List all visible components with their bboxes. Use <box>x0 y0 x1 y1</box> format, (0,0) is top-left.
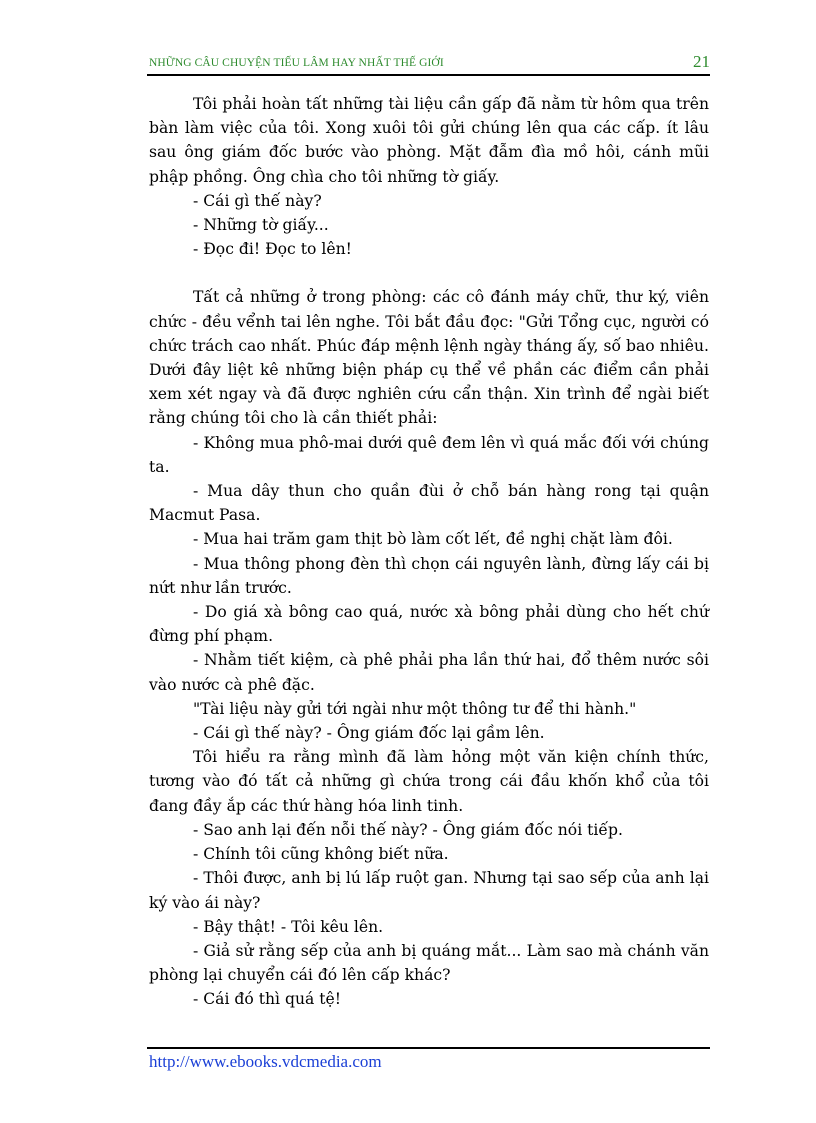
paragraph: Tôi hiểu ra rằng mình đã làm hỏng một văn kiện chính thức, tương vào đó tất cả những gì chứa trong cái đầu khốn khổ của tôi đang đầy ắp các thứ hàng hóa linh tinh. <box>149 748 709 815</box>
dialogue-line: - Thôi được, anh bị lú lấp ruột gan. Nhưng tại sao sếp của anh lại ký vào ái này? <box>149 869 709 912</box>
paragraph: Tôi phải hoàn tất những tài liệu cần gấp đã nằm từ hôm qua trên bàn làm việc của tôi. Xong xuôi tôi gửi chúng lên qua các cấp. ít lâu sau ông giám đốc bước vào phòng. Mặt đẫm đìa mồ hôi, cánh mũi phập phồng. Ông chìa cho tôi những tờ giấy. <box>149 95 709 186</box>
dialogue-line: - Sao anh lại đến nỗi thế này? - Ông giám đốc nói tiếp. <box>193 820 623 839</box>
list-item: - Do giá xà bông cao quá, nước xà bông phải dùng cho hết chứ đừng phí phạm. <box>149 603 709 646</box>
paragraph: Tất cả những ở trong phòng: các cô đánh máy chữ, thư ký, viên chức - đều vểnh tai lên nghe. Tôi bắt đầu đọc: "Gửi Tổng cục, người có chức trách cao nhất. Phúc đáp mệnh lệnh ngày tháng ấy, số bao nhiêu. Dưới đây liệt kê những biện pháp cụ thể về phần các điểm cần phải xem xét ngay và đã được nghiên cứu cẩn thận. Xin trình để ngài biết rằng chúng tôi cho là cần thiết phải: <box>149 288 709 428</box>
list-item: - Mua hai trăm gam thịt bò làm cốt lết, đề nghị chặt làm đôi. <box>193 530 673 549</box>
dialogue-line: - Cái gì thế này? - Ông giám đốc lại gầm lên. <box>193 724 545 743</box>
footer-website-link[interactable]: http://www.ebooks.vdcmedia.com <box>149 1052 382 1071</box>
list-item: - Nhằm tiết kiệm, cà phê phải pha lần thứ hai, đổ thêm nước sôi vào nước cà phê đặc. <box>149 651 709 694</box>
dialogue-line: - Cái đó thì quá tệ! <box>193 990 342 1009</box>
footer-divider <box>147 1047 710 1049</box>
dialogue-line: - Bậy thật! - Tôi kêu lên. <box>193 917 384 936</box>
list-item: - Mua thông phong đèn thì chọn cái nguyên lành, đừng lấy cái bị nứt như lần trước. <box>149 554 709 597</box>
dialogue-line: - Chính tôi cũng không biết nữa. <box>193 845 449 864</box>
dialogue-line: - Giả sử rằng sếp của anh bị quáng mắt... Làm sao mà chánh văn phòng lại chuyển cái đó lên cấp khác? <box>149 941 709 985</box>
quoted-line: "Tài liệu này gửi tới ngài như một thông tư để thi hành." <box>193 699 637 718</box>
list-item: - Không mua phô-mai dưới quê đem lên vì quá mắc đối với chúng ta. <box>149 433 709 476</box>
running-header-title: NHỮNG CÂU CHUYỆN TIẾU LÂM HAY NHẤT THẾ GIỚI <box>149 57 444 69</box>
dialogue-line: - Đọc đi! Đọc to lên! <box>193 240 352 259</box>
body-text <box>149 92 709 1012</box>
dialogue-line: - Những tờ giấy... <box>193 216 329 235</box>
page-number: 21 <box>693 52 710 71</box>
header-divider <box>147 74 710 76</box>
dialogue-line: - Cái gì thế này? <box>193 191 322 210</box>
list-item: - Mua dây thun cho quần đùi ở chỗ bán hàng rong tại quận Macmut Pasa. <box>149 482 709 525</box>
